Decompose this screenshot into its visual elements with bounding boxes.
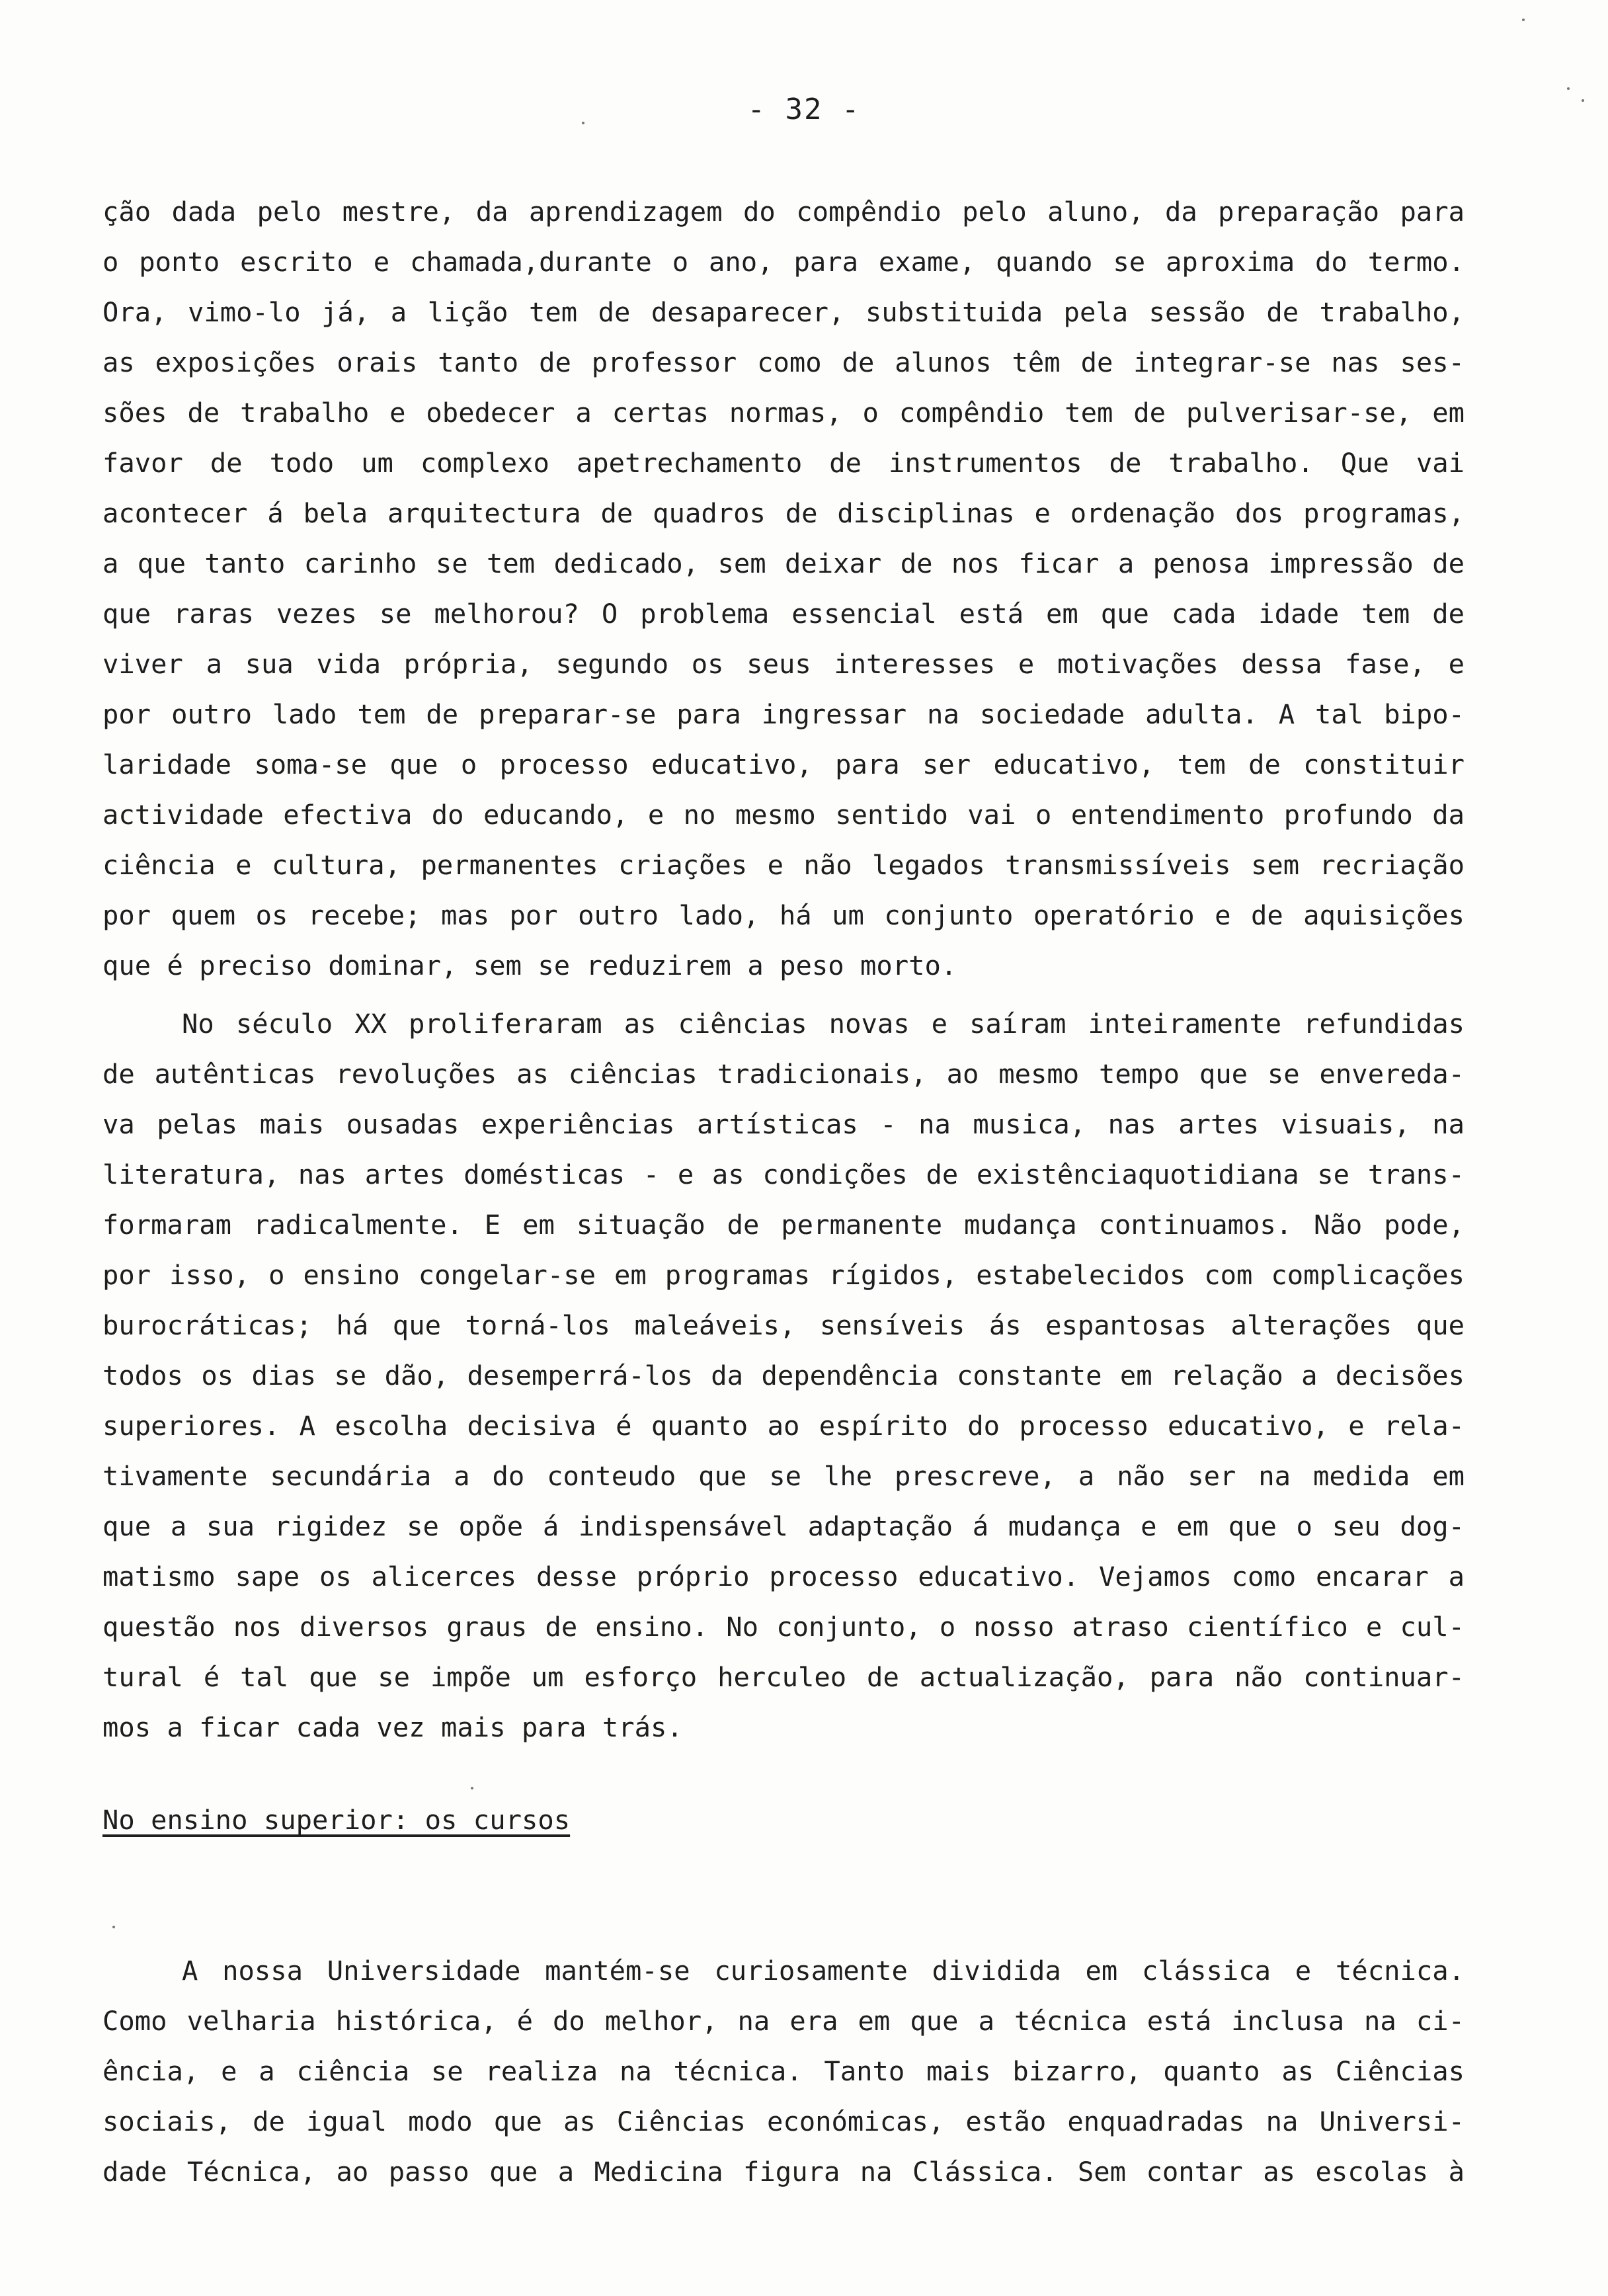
scan-speck [112,1926,115,1928]
text-line: por isso, o ensino congelar-se em programas rígidos, estabelecidos com complicações [102,1259,1465,1291]
text-line: formaram radicalmente. E em situação de permanente mudança continuamos. Não pode, [102,1209,1465,1241]
text-line: sociais, de igual modo que as Ciências económicas, estão enquadradas na Universi- [102,2106,1465,2137]
text-line: Ora, vimo-lo já, a lição tem de desaparecer, substituida pela sessão de trabalho, [102,296,1465,328]
text-line: ciência e cultura, permanentes criações e não legados transmissíveis sem recriação [102,849,1465,881]
text-line: favor de todo um complexo apetrechamento de instrumentos de trabalho. Que vai [102,447,1465,479]
text-line: acontecer á bela arquitectura de quadros de disciplinas e ordenação dos programas, [102,497,1465,529]
text-line: ência, e a ciência se realiza na técnica. Tanto mais bizarro, quanto as Ciências [102,2055,1465,2087]
text-line: as exposições orais tanto de professor como de alunos têm de integrar-se nas ses- [102,347,1465,378]
text-line: tivamente secundária a do conteudo que se lhe prescreve, a não ser na medida em [102,1460,1465,1492]
text-line: todos os dias se dão, desemperrá-los da dependência constante em relação a decisões [102,1360,1465,1391]
scan-speck [1567,87,1570,90]
text-line: superiores. A escolha decisiva é quanto ao espírito do processo educativo, e rela- [102,1410,1465,1442]
text-line: por quem os recebe; mas por outro lado, há um conjunto operatório e de aquisições [102,899,1465,931]
text-line: mos a ficar cada vez mais para trás. [102,1711,683,1743]
text-line: sões de trabalho e obedecer a certas normas, o compêndio tem de pulverisar-se, em [102,397,1465,429]
text-line: viver a sua vida própria, segundo os seus interesses e motivações dessa fase, e [102,648,1465,680]
text-line: dade Técnica, ao passo que a Medicina figura na Clássica. Sem contar as escolas à [102,2156,1465,2188]
text-line: ção dada pelo mestre, da aprendizagem do compêndio pelo aluno, da preparação para [102,196,1465,227]
text-line: va pelas mais ousadas experiências artísticas - na musica, nas artes visuais, na [102,1108,1465,1140]
text-line: laridade soma-se que o processo educativo, para ser educativo, tem de constituir [102,749,1465,780]
text-line: que é preciso dominar, sem se reduzirem a peso morto. [102,950,957,981]
text-line: o ponto escrito e chamada,durante o ano, para exame, quando se aproxima do termo. [102,246,1465,278]
text-line: questão nos diversos graus de ensino. No conjunto, o nosso atraso científico e cul- [102,1611,1465,1643]
scan-speck [582,122,584,124]
text-line: No século XX proliferaram as ciências novas e saíram inteiramente refundidas [182,1008,1465,1040]
text-line: matismo sape os alicerces desse próprio processo educativo. Vejamos como encarar a [102,1561,1465,1592]
paragraph-1 [102,186,1465,991]
text-line: que a sua rigidez se opõe á indispensável adaptação á mudança e em que o seu dog- [102,1510,1465,1542]
text-line: que raras vezes se melhorou? O problema essencial está em que cada idade tem de [102,598,1465,630]
scan-speck [1582,99,1584,102]
scan-speck [471,1787,473,1789]
scan-speck [1522,19,1525,21]
text-line: tural é tal que se impõe um esforço herculeo de actualização, para não continuar- [102,1661,1465,1693]
text-line: de autênticas revoluções as ciências tradicionais, ao mesmo tempo que se envereda- [102,1058,1465,1090]
page-number: - 32 - [747,93,861,126]
text-line: Como velharia histórica, é do melhor, na era em que a técnica está inclusa na ci- [102,2005,1465,2037]
paragraph-2 [102,999,1465,1752]
section-heading: No ensino superior: os cursos [102,1804,571,1836]
text-line: por outro lado tem de preparar-se para ingressar na sociedade adulta. A tal bipo- [102,698,1465,730]
text-line: burocráticas; há que torná-los maleáveis, sensíveis ás espantosas alterações que [102,1309,1465,1341]
text-line: actividade efectiva do educando, e no mesmo sentido vai o entendimento profundo da [102,799,1465,831]
text-line: a que tanto carinho se tem dedicado, sem deixar de nos ficar a penosa impressão de [102,548,1465,579]
text-line: A nossa Universidade mantém-se curiosamente dividida em clássica e técnica. [182,1955,1465,1987]
text-line: literatura, nas artes domésticas - e as condições de existênciaquotidiana se trans- [102,1159,1465,1190]
paragraph-3 [102,1946,1465,2197]
